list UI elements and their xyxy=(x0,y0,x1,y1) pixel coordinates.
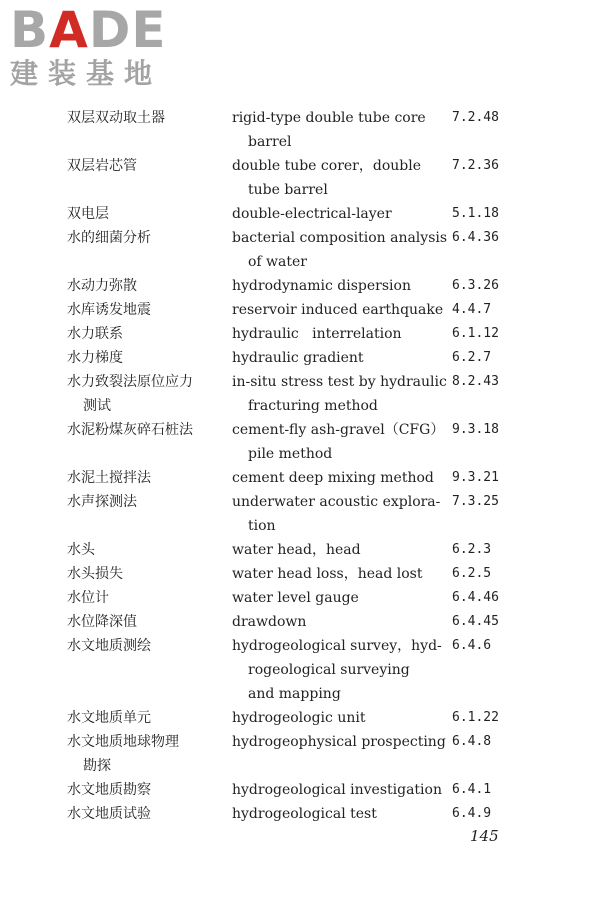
english-term-line: cement-fly ash-gravel（CFG） xyxy=(232,422,445,438)
english-term xyxy=(232,322,444,346)
chinese-term xyxy=(67,154,225,178)
english-term-line: tion xyxy=(248,518,276,534)
chinese-term-line: 双电层 xyxy=(67,206,109,222)
chinese-term xyxy=(67,370,225,418)
english-term-line: double tube corer，double xyxy=(232,158,421,174)
english-term xyxy=(232,490,444,538)
section-number: 5.1.18 xyxy=(452,206,499,221)
english-term-line: hydrogeological test xyxy=(232,806,377,822)
chinese-term-line: 水力梯度 xyxy=(67,350,123,366)
english-term-line: tube barrel xyxy=(248,182,328,198)
glossary-entry xyxy=(0,586,600,610)
chinese-term xyxy=(67,466,225,490)
chinese-term xyxy=(67,346,225,370)
english-term xyxy=(232,730,444,754)
english-term-line: hydrogeophysical prospecting xyxy=(232,734,446,750)
chinese-term-line: 水头 xyxy=(67,542,95,558)
glossary-entry xyxy=(0,106,600,154)
english-term xyxy=(232,418,444,466)
chinese-term-line: 双层岩芯管 xyxy=(67,158,137,174)
logo-accent-letter: A xyxy=(49,1,89,59)
english-term-line: barrel xyxy=(248,134,292,150)
english-term xyxy=(232,778,444,802)
glossary-entry xyxy=(0,778,600,802)
chinese-term xyxy=(67,106,225,130)
chinese-term xyxy=(67,706,225,730)
english-term xyxy=(232,586,444,610)
section-number: 6.4.1 xyxy=(452,782,492,797)
glossary-entry xyxy=(0,562,600,586)
english-term xyxy=(232,610,444,634)
chinese-term-line: 水的细菌分析 xyxy=(67,230,151,246)
english-term-line: bacterial composition analysis xyxy=(232,230,448,246)
glossary-entries xyxy=(0,106,600,826)
english-term-line: double-electrical-layer xyxy=(232,206,392,222)
chinese-term xyxy=(67,610,225,634)
english-term xyxy=(232,538,444,562)
english-term-line: water head loss，head lost xyxy=(232,566,423,582)
glossary-entry xyxy=(0,202,600,226)
glossary-entry xyxy=(0,706,600,730)
chinese-term xyxy=(67,274,225,298)
section-number: 6.1.12 xyxy=(452,326,499,341)
english-term xyxy=(232,226,448,274)
chinese-term-line: 水文地质地球物理 xyxy=(67,734,179,750)
section-number: 6.2.5 xyxy=(452,566,492,581)
section-number: 6.4.36 xyxy=(452,230,499,245)
chinese-term-line: 水文地质勘察 xyxy=(67,782,151,798)
glossary-entry xyxy=(0,370,600,418)
glossary-entry xyxy=(0,418,600,466)
chinese-term-line: 水文地质测绘 xyxy=(67,638,151,654)
chinese-term-line: 测试 xyxy=(83,398,111,414)
section-number: 6.2.7 xyxy=(452,350,492,365)
chinese-term xyxy=(67,586,225,610)
glossary-entry xyxy=(0,802,600,826)
glossary-entry xyxy=(0,226,600,274)
chinese-term xyxy=(67,730,225,778)
english-term xyxy=(232,346,444,370)
glossary-entry xyxy=(0,154,600,202)
page-number: 145 xyxy=(470,827,499,845)
chinese-term-line: 勘探 xyxy=(83,758,111,774)
english-term-line: drawdown xyxy=(232,614,307,630)
chinese-term-line: 水泥粉煤灰碎石桩法 xyxy=(67,422,193,438)
glossary-entry xyxy=(0,346,600,370)
chinese-term-line: 水泥土搅拌法 xyxy=(67,470,151,486)
chinese-term xyxy=(67,226,225,250)
section-number: 9.3.18 xyxy=(452,422,499,437)
glossary-entry xyxy=(0,490,600,538)
chinese-term-line: 水库诱发地震 xyxy=(67,302,151,318)
chinese-term-line: 水力联系 xyxy=(67,326,123,342)
english-term xyxy=(232,370,447,418)
section-number: 6.4.6 xyxy=(452,638,492,653)
logo-subtitle: 建装基地 xyxy=(10,57,163,90)
chinese-term-line: 水文地质试验 xyxy=(67,806,151,822)
section-number: 9.3.21 xyxy=(452,470,499,485)
english-term-line: pile method xyxy=(248,446,333,462)
glossary-entry xyxy=(0,610,600,634)
english-term xyxy=(232,202,444,226)
glossary-entry xyxy=(0,466,600,490)
chinese-term xyxy=(67,490,225,514)
english-term-line: rigid-type double tube core xyxy=(232,110,426,126)
glossary-entry xyxy=(0,538,600,562)
section-number: 6.1.22 xyxy=(452,710,499,725)
glossary-entry xyxy=(0,730,600,778)
english-term xyxy=(232,298,444,322)
english-term xyxy=(232,706,444,730)
chinese-term-line: 水声探测法 xyxy=(67,494,137,510)
english-term-line: hydraulic interrelation xyxy=(232,326,402,342)
glossary-entry xyxy=(0,298,600,322)
section-number: 4.4.7 xyxy=(452,302,492,317)
section-number: 6.4.45 xyxy=(452,614,499,629)
section-number: 6.2.3 xyxy=(452,542,492,557)
chinese-term-line: 水力致裂法原位应力 xyxy=(67,374,193,390)
glossary-entry xyxy=(0,322,600,346)
chinese-term-line: 双层双动取土器 xyxy=(67,110,165,126)
chinese-term-line: 水文地质单元 xyxy=(67,710,151,726)
english-term xyxy=(232,106,444,154)
bade-logo xyxy=(10,1,180,92)
english-term-line: hydrogeologic unit xyxy=(232,710,366,726)
section-number: 6.4.8 xyxy=(452,734,492,749)
english-term-line: water head，head xyxy=(232,542,361,558)
english-term-line: hydraulic gradient xyxy=(232,350,364,366)
glossary-entry xyxy=(0,634,600,706)
english-term-line: hydrodynamic dispersion xyxy=(232,278,411,294)
chinese-term-line: 水位降深值 xyxy=(67,614,137,630)
section-number: 7.2.48 xyxy=(452,110,499,125)
english-term-line: hydrogeological investigation xyxy=(232,782,442,798)
section-number: 8.2.43 xyxy=(452,374,499,389)
english-term-line: and mapping xyxy=(248,686,341,702)
chinese-term xyxy=(67,634,225,658)
chinese-term xyxy=(67,538,225,562)
english-term-line: in-situ stress test by hydraulic xyxy=(232,374,447,390)
english-term-line: reservoir induced earthquake xyxy=(232,302,444,318)
chinese-term xyxy=(67,562,225,586)
english-term-line: rogeological surveying xyxy=(248,662,410,678)
english-term-line: cement deep mixing method xyxy=(232,470,434,486)
chinese-term-line: 水头损失 xyxy=(67,566,123,582)
english-term-line: underwater acoustic explora- xyxy=(232,494,441,510)
glossary-entry xyxy=(0,274,600,298)
chinese-term xyxy=(67,322,225,346)
english-term-line: of water xyxy=(248,254,307,270)
english-term xyxy=(232,802,444,826)
english-term-line: water level gauge xyxy=(232,590,359,606)
english-term-line: fracturing method xyxy=(248,398,378,414)
section-number: 7.2.36 xyxy=(452,158,499,173)
section-number: 6.4.9 xyxy=(452,806,492,821)
chinese-term xyxy=(67,298,225,322)
chinese-term xyxy=(67,802,225,826)
section-number: 6.3.26 xyxy=(452,278,499,293)
english-term xyxy=(232,562,444,586)
english-term-line: hydrogeological survey，hyd- xyxy=(232,638,442,654)
logo-wordmark: BADE xyxy=(10,1,167,59)
chinese-term xyxy=(67,202,225,226)
chinese-term xyxy=(67,778,225,802)
english-term xyxy=(232,154,444,202)
english-term xyxy=(232,274,444,298)
section-number: 6.4.46 xyxy=(452,590,499,605)
chinese-term-line: 水位计 xyxy=(67,590,109,606)
section-number: 7.3.25 xyxy=(452,494,499,509)
english-term xyxy=(232,466,444,490)
chinese-term xyxy=(67,418,225,442)
chinese-term-line: 水动力弥散 xyxy=(67,278,137,294)
english-term xyxy=(232,634,444,706)
